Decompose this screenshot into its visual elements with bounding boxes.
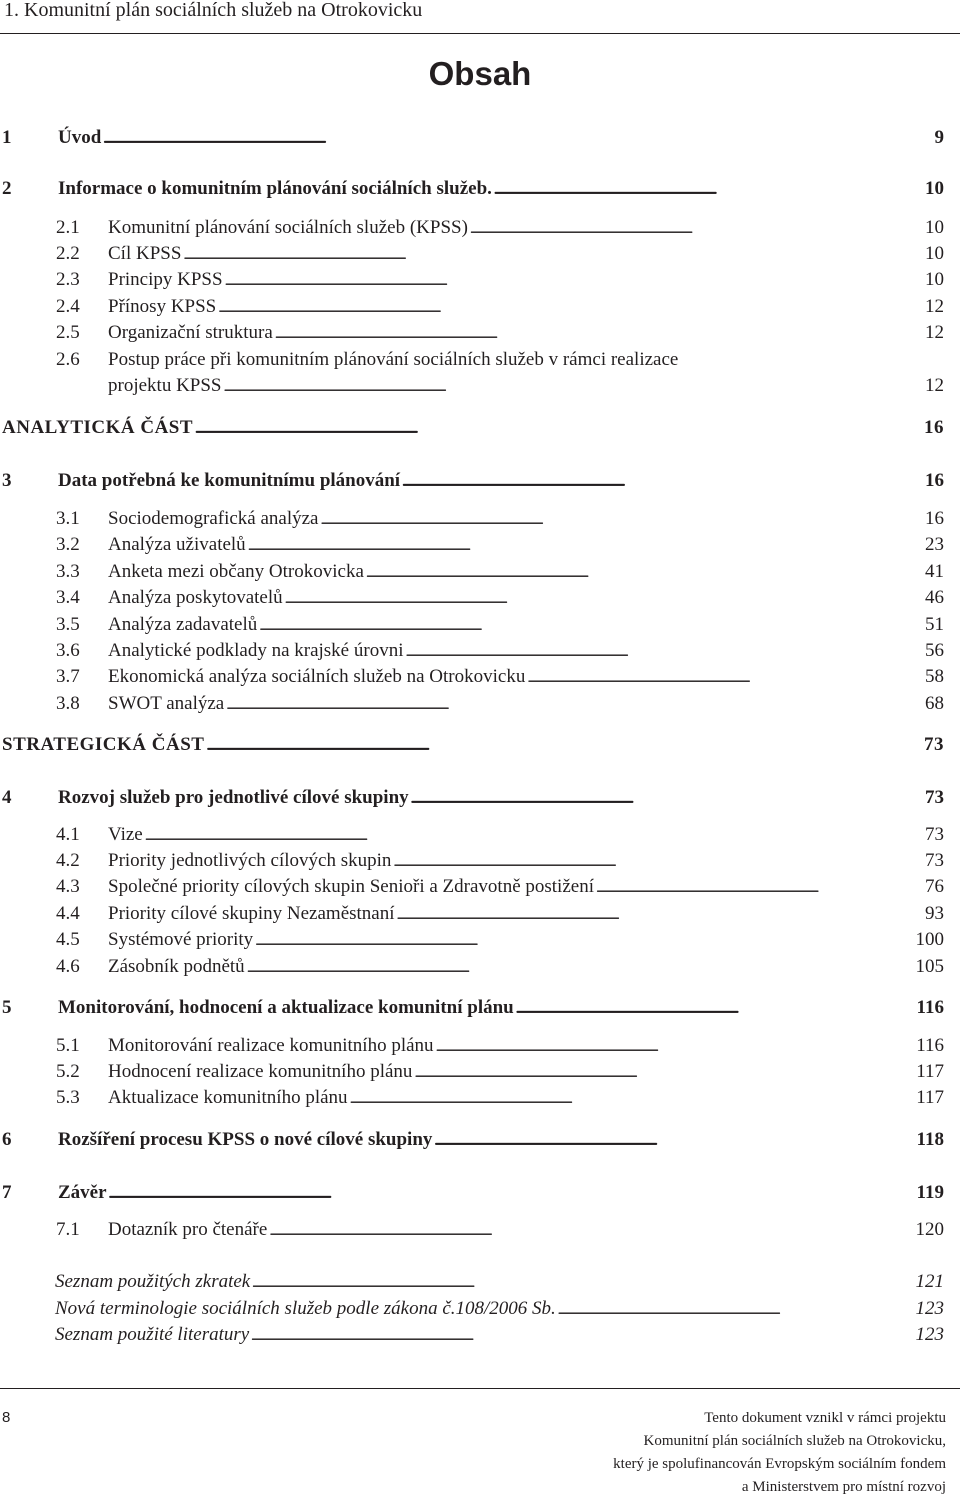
toc-entry-number: 2.4 <box>56 296 80 317</box>
toc-entry-label: Data potřebná ke komunitnímu plánování <box>58 470 401 491</box>
toc-entry-page: 73 <box>925 850 944 871</box>
toc-entry-page: 76 <box>925 876 944 897</box>
toc-entry-label: Sociodemografická analýza <box>108 508 319 529</box>
toc-entry-page: 123 <box>915 1298 944 1319</box>
toc-entry-page: 10 <box>925 243 944 264</box>
toc-entry-zaver[interactable] <box>0 1179 944 1207</box>
toc-entry-number: 3 <box>2 470 12 491</box>
toc-entry-page: 68 <box>925 693 944 714</box>
toc-entry-label: Přínosy KPSS <box>108 296 217 317</box>
toc-entry-label: Společné priority cílových skupin Senioři a Zdravotně postižení <box>108 876 594 897</box>
toc-entry-page: 10 <box>925 269 944 290</box>
toc-entry-zkratky[interactable] <box>0 1268 944 1296</box>
toc-entry-label: Principy KPSS <box>108 269 223 290</box>
toc-entry-page: 123 <box>915 1324 944 1345</box>
toc-entry-7-1[interactable] <box>0 1216 944 1244</box>
toc-entry-2-5[interactable] <box>0 319 944 347</box>
toc-entry-number: 3.7 <box>56 666 80 687</box>
toc-leader-dots <box>255 926 913 956</box>
toc-entry-label: Cíl KPSS <box>108 243 182 264</box>
toc-entry-data[interactable] <box>0 467 944 495</box>
toc-entry-3-2[interactable] <box>0 531 944 559</box>
toc-leader-dots <box>251 1321 913 1351</box>
running-header <box>0 0 960 38</box>
toc-entry-number: 2 <box>2 178 12 199</box>
toc-entry-2-6-continuation[interactable] <box>0 372 944 400</box>
toc-entry-number: 3.8 <box>56 693 80 714</box>
toc-entry-3-3[interactable] <box>0 558 944 586</box>
funding-line: který je spolufinancován Evropským sociálním fondem <box>613 1456 946 1472</box>
toc-entry-number: 7 <box>2 1182 12 1203</box>
toc-entry-number: 3.1 <box>56 508 80 529</box>
toc-entry-label: Závěr <box>58 1182 107 1203</box>
toc-leader-dots <box>285 584 923 614</box>
toc-entry-label: Priority cílové skupiny Nezaměstnaní <box>108 903 395 924</box>
toc-entry-label: Analýza uživatelů <box>108 534 246 555</box>
toc-entry-2-6[interactable] <box>0 346 944 374</box>
footer-rule <box>0 1388 960 1389</box>
toc-leader-dots <box>350 1084 915 1114</box>
toc-entry-number: 4 <box>2 787 12 808</box>
toc-entry-page: 23 <box>925 534 944 555</box>
toc-entry-number: 4.2 <box>56 850 80 871</box>
toc-entry-page: 73 <box>925 787 944 808</box>
toc-leader-dots <box>103 124 932 154</box>
toc-entry-terminologie[interactable] <box>0 1295 944 1323</box>
toc-entry-page: 119 <box>916 1182 944 1203</box>
toc-entry-page: 10 <box>925 178 944 199</box>
toc-entry-4-5[interactable] <box>0 926 944 954</box>
toc-part-analyticka[interactable] <box>0 414 944 442</box>
toc-part-strategicka[interactable] <box>0 731 944 759</box>
toc-entry-number: 3.5 <box>56 614 80 635</box>
toc-entry-number: 4.3 <box>56 876 80 897</box>
toc-entry-4-4[interactable] <box>0 900 944 928</box>
toc-entry-page: 10 <box>925 217 944 238</box>
toc-entry-label: Monitorování realizace komunitního plánu <box>108 1035 434 1056</box>
toc-leader-dots <box>206 731 922 761</box>
funding-note <box>613 1407 946 1499</box>
toc-entry-label: STRATEGICKÁ ČÁST <box>2 734 205 755</box>
toc-entry-label: Vize <box>108 824 143 845</box>
toc-leader-dots <box>527 663 923 693</box>
toc-entry-label: SWOT analýza <box>108 693 225 714</box>
toc-entry-page: 16 <box>925 508 944 529</box>
toc-entry-page: 9 <box>934 127 944 148</box>
toc-entry-number: 3.4 <box>56 587 80 608</box>
toc-entry-3-7[interactable] <box>0 663 944 691</box>
toc-entry-label: Postup práce při komunitním plánování sociálních služeb v rámci realizace <box>108 349 679 370</box>
toc-entry-page: 51 <box>925 614 944 635</box>
toc-entry-number: 2.3 <box>56 269 80 290</box>
toc-entry-4-6[interactable] <box>0 953 944 981</box>
funding-line: a Ministerstvem pro místní rozvoj <box>741 1479 946 1495</box>
toc-entry-number: 7.1 <box>56 1219 80 1240</box>
toc-entry-page: 118 <box>916 1129 944 1150</box>
toc-entry-label: Rozvoj služeb pro jednotlivé cílové skupiny <box>58 787 409 808</box>
toc-entry-3-6[interactable] <box>0 637 944 665</box>
toc-leader-dots <box>402 467 923 497</box>
toc-entry-page: 120 <box>915 1219 944 1240</box>
toc-entry-4-1[interactable] <box>0 821 944 849</box>
toc-leader-dots <box>275 319 923 349</box>
toc-entry-page: 121 <box>915 1271 944 1292</box>
toc-entry-number: 3.3 <box>56 561 80 582</box>
toc-leader-dots <box>516 994 915 1024</box>
toc-entry-label: Dotazník pro čtenáře <box>108 1219 268 1240</box>
toc-entry-label: projektu KPSS <box>108 375 222 396</box>
toc-entry-page: 73 <box>924 734 944 755</box>
toc-leader-dots <box>248 531 923 561</box>
toc-leader-dots <box>434 1126 914 1156</box>
toc-entry-label: Nová terminologie sociálních služeb podle zákona č.108/2006 Sb. <box>55 1298 556 1319</box>
header-rule <box>0 33 960 34</box>
toc-entry-page: 46 <box>925 587 944 608</box>
toc-leader-dots <box>596 873 923 903</box>
toc-leader-dots <box>411 784 923 814</box>
toc-entry-label: Monitorování, hodnocení a aktualizace komunitní plánu <box>58 997 514 1018</box>
toc-entry-label: Systémové priority <box>108 929 254 950</box>
toc-leader-dots <box>224 372 924 402</box>
toc-entry-3-8[interactable] <box>0 690 944 718</box>
toc-entry-number: 5 <box>2 997 12 1018</box>
toc-leader-dots <box>247 953 914 983</box>
toc-leader-dots <box>226 690 923 720</box>
toc-entry-number: 4.1 <box>56 824 80 845</box>
toc-entry-page: 117 <box>916 1061 944 1082</box>
toc-entry-number: 3.6 <box>56 640 80 661</box>
toc-entry-literatura[interactable] <box>0 1321 944 1349</box>
toc-leader-dots <box>252 1268 913 1298</box>
toc-entry-label: Seznam použitých zkratek <box>55 1271 251 1292</box>
toc-entry-label: Seznam použité literatury <box>55 1324 250 1345</box>
toc-entry-uvod[interactable] <box>0 124 944 152</box>
toc-entry-number: 5.2 <box>56 1061 80 1082</box>
toc-entry-label: Priority jednotlivých cílových skupin <box>108 850 392 871</box>
toc-entry-3-4[interactable] <box>0 584 944 612</box>
toc-entry-label: Aktualizace komunitního plánu <box>108 1087 348 1108</box>
toc-entry-number: 5.3 <box>56 1087 80 1108</box>
toc-entry-label: Zásobník podnětů <box>108 956 245 977</box>
toc-entry-number: 2.6 <box>56 349 80 370</box>
toc-entry-informace[interactable] <box>0 175 944 203</box>
toc-entry-page: 16 <box>924 417 944 438</box>
toc-entry-2-2[interactable] <box>0 240 944 268</box>
toc-entry-label: Rozšíření procesu KPSS o nové cílové skupiny <box>58 1129 433 1150</box>
toc-entry-5-1[interactable] <box>0 1032 944 1060</box>
toc-leader-dots <box>109 1179 915 1209</box>
toc-entry-page: 116 <box>916 1035 944 1056</box>
toc-entry-page: 105 <box>915 956 944 977</box>
toc-entry-number: 2.5 <box>56 322 80 343</box>
toc-entry-label: Organizační struktura <box>108 322 273 343</box>
toc-leader-dots <box>225 266 923 296</box>
toc-entry-page: 100 <box>915 929 944 950</box>
toc-entry-page: 73 <box>925 824 944 845</box>
toc-entry-number: 1 <box>2 127 12 148</box>
toc-entry-number: 4.5 <box>56 929 80 950</box>
toc-entry-label: Analýza poskytovatelů <box>108 587 283 608</box>
toc-entry-2-1[interactable] <box>0 214 944 242</box>
toc-entry-number: 2.1 <box>56 217 80 238</box>
toc-entry-page: 16 <box>925 470 944 491</box>
toc-entry-number: 4.6 <box>56 956 80 977</box>
toc-entry-number: 5.1 <box>56 1035 80 1056</box>
page-title: Obsah <box>428 55 532 92</box>
toc-leader-dots <box>195 414 922 444</box>
toc-entry-3-1[interactable] <box>0 505 944 533</box>
toc-entry-page: 12 <box>925 296 944 317</box>
toc-entry-2-4[interactable] <box>0 293 944 321</box>
toc-entry-number: 2.2 <box>56 243 80 264</box>
funding-line: Komunitní plán sociálních služeb na Otrokovicku, <box>643 1433 946 1449</box>
toc-entry-page: 56 <box>925 640 944 661</box>
toc-entry-label: Komunitní plánování sociálních služeb (KPSS) <box>108 217 468 238</box>
toc-entry-number: 4.4 <box>56 903 80 924</box>
running-header-title: 1. Komunitní plán sociálních služeb na Otrokovicku <box>4 0 423 21</box>
toc-entry-label: Hodnocení realizace komunitního plánu <box>108 1061 413 1082</box>
toc-entry-label: Ekonomická analýza sociálních služeb na Otrokovicku <box>108 666 526 687</box>
toc-entry-label: Analytické podklady na krajské úrovni <box>108 640 404 661</box>
toc-entry-page: 12 <box>925 322 944 343</box>
toc-leader-dots <box>269 1216 913 1246</box>
toc-entry-page: 12 <box>925 375 944 396</box>
toc-entry-5-3[interactable] <box>0 1084 944 1112</box>
toc-entry-4-3[interactable] <box>0 873 944 901</box>
toc-entry-page: 41 <box>925 561 944 582</box>
toc-entry-3-5[interactable] <box>0 611 944 639</box>
toc-entry-label: ANALYTICKÁ ČÁST <box>2 417 194 438</box>
toc-entry-page: 58 <box>925 666 944 687</box>
toc-entry-monitorovani[interactable] <box>0 994 944 1022</box>
page-number: 8 <box>2 1409 11 1426</box>
toc-entry-label: Informace o komunitním plánování sociálních služeb. <box>58 178 492 199</box>
toc-entry-page: 93 <box>925 903 944 924</box>
toc-entry-number: 6 <box>2 1129 12 1150</box>
toc-entry-2-3[interactable] <box>0 266 944 294</box>
funding-line: Tento dokument vznikl v rámci projektu <box>704 1410 946 1426</box>
toc-entry-label: Analýza zadavatelů <box>108 614 258 635</box>
toc-entry-5-2[interactable] <box>0 1058 944 1086</box>
toc-entry-rozsireni[interactable] <box>0 1126 944 1154</box>
toc-entry-page: 116 <box>916 997 944 1018</box>
toc-entry-label: Anketa mezi občany Otrokovicka <box>108 561 364 582</box>
toc-entry-4-2[interactable] <box>0 847 944 875</box>
toc-entry-label: Úvod <box>58 127 102 148</box>
toc-leader-dots <box>494 175 923 205</box>
toc-entry-page: 117 <box>916 1087 944 1108</box>
toc-entry-rozvoj[interactable] <box>0 784 944 812</box>
toc-entry-number: 3.2 <box>56 534 80 555</box>
